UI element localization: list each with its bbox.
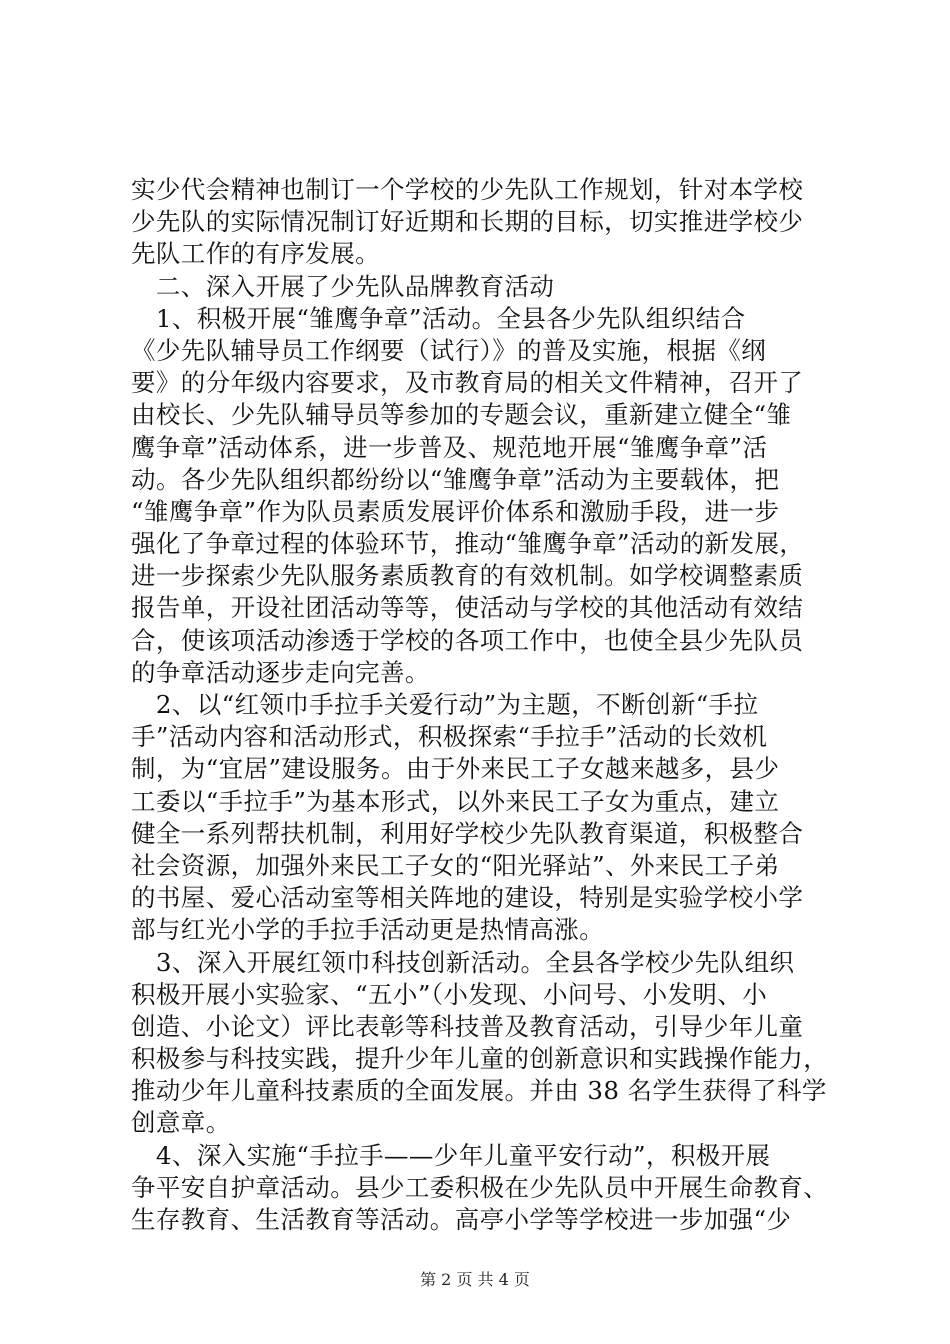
text-line: 的书屋、爱心活动室等相关阵地的建设，特别是实验学校小学 [131,883,804,913]
text-line: 进一步探索少先队服务素质教育的有效机制。如学校调整素质 [131,561,804,591]
text-line: 报告单，开设社团活动等等，使活动与学校的其他活动有效结 [131,593,804,623]
text-line: 动。各少先队组织都纷纷以“雏鹰争章”活动为主要载体，把 [131,464,780,494]
text-line: 积极参与科技实践，提升少年儿童的创新意识和实践操作能力， [131,1044,829,1074]
text-line: 2、以“红领巾手拉手关爱行动”为主题，不断创新“手拉 [131,690,759,719]
text-line: 推动少年儿童科技素质的全面发展。并由 38 名学生获得了科学 [131,1076,827,1106]
text-line: 鹰争章”活动体系，进一步普及、规范地开展“雏鹰争章”活 [131,432,768,462]
text-line: 创造、小论文）评比表彰等科技普及教育活动，引导少年儿童 [131,1011,804,1041]
text-line: 少先队的实际情况制订好近期和长期的目标，切实推进学校少 [131,207,804,237]
text-line: 的争章活动逐步走向完善。 [131,657,430,687]
text-line: 健全一系列帮扶机制，利用好学校少先队教育渠道，积极整合 [131,818,804,848]
text-line: 积极开展小实验家、“五小”（小发现、小问号、小发明、小 [131,979,768,1009]
page-number-footer: 第 2 页 共 4 页 [420,1270,530,1289]
text-line: “雏鹰争章”作为队员素质发展评价体系和激励手段，进一步 [131,496,780,526]
text-line: 先队工作的有序发展。 [131,239,380,269]
text-line: 1、积极开展“雏鹰争章”活动。全县各少先队组织结合 [131,303,746,333]
text-line: 制，为“宜居”建设服务。由于外来民工子女越来越多，县少 [131,754,780,784]
text-line: 合，使该项活动渗透于学校的各项工作中，也使全县少先队员 [131,625,804,655]
text-line: 由校长、少先队辅导员等参加的专题会议，重新建立健全“雏 [131,400,792,430]
text-line: 手”活动内容和活动形式，积极探索“手拉手”活动的长效机 [131,722,768,752]
text-line: 4、深入实施“手拉手——少年儿童平安行动”，积极开展 [131,1140,771,1170]
text-line: 强化了争章过程的体验环节，推动“雏鹰争章”活动的新发展， [131,529,805,559]
text-line: 3、深入开展红领巾科技创新活动。全县各学校少先队组织 [131,947,795,977]
text-line: 实少代会精神也制订一个学校的少先队工作规划，针对本学校 [131,175,804,204]
text-line: 要》的分年级内容要求，及市教育局的相关文件精神，召开了 [131,368,804,398]
text-line: 生存教育、生活教育等活动。高亭小学等学校进一步加强“少 [131,1205,792,1234]
section-heading: 二、深入开展了少先队品牌教育活动 [131,271,555,301]
text-line: 创意章。 [131,1108,231,1138]
text-line: 工委以“手拉手”为基本形式，以外来民工子女为重点，建立 [131,786,780,816]
text-line: 争平安自护章活动。县少工委积极在少先队员中开展生命教育、 [131,1172,829,1202]
document-body [131,174,833,1236]
text-line: 社会资源，加强外来民工子女的“阳光驿站”、外来民工子弟 [131,850,780,880]
text-line: 《少先队辅导员工作纲要（试行）》的普及实施，根据《纲 [131,335,767,365]
text-line: 部与红光小学的手拉手活动更是热情高涨。 [131,915,605,945]
